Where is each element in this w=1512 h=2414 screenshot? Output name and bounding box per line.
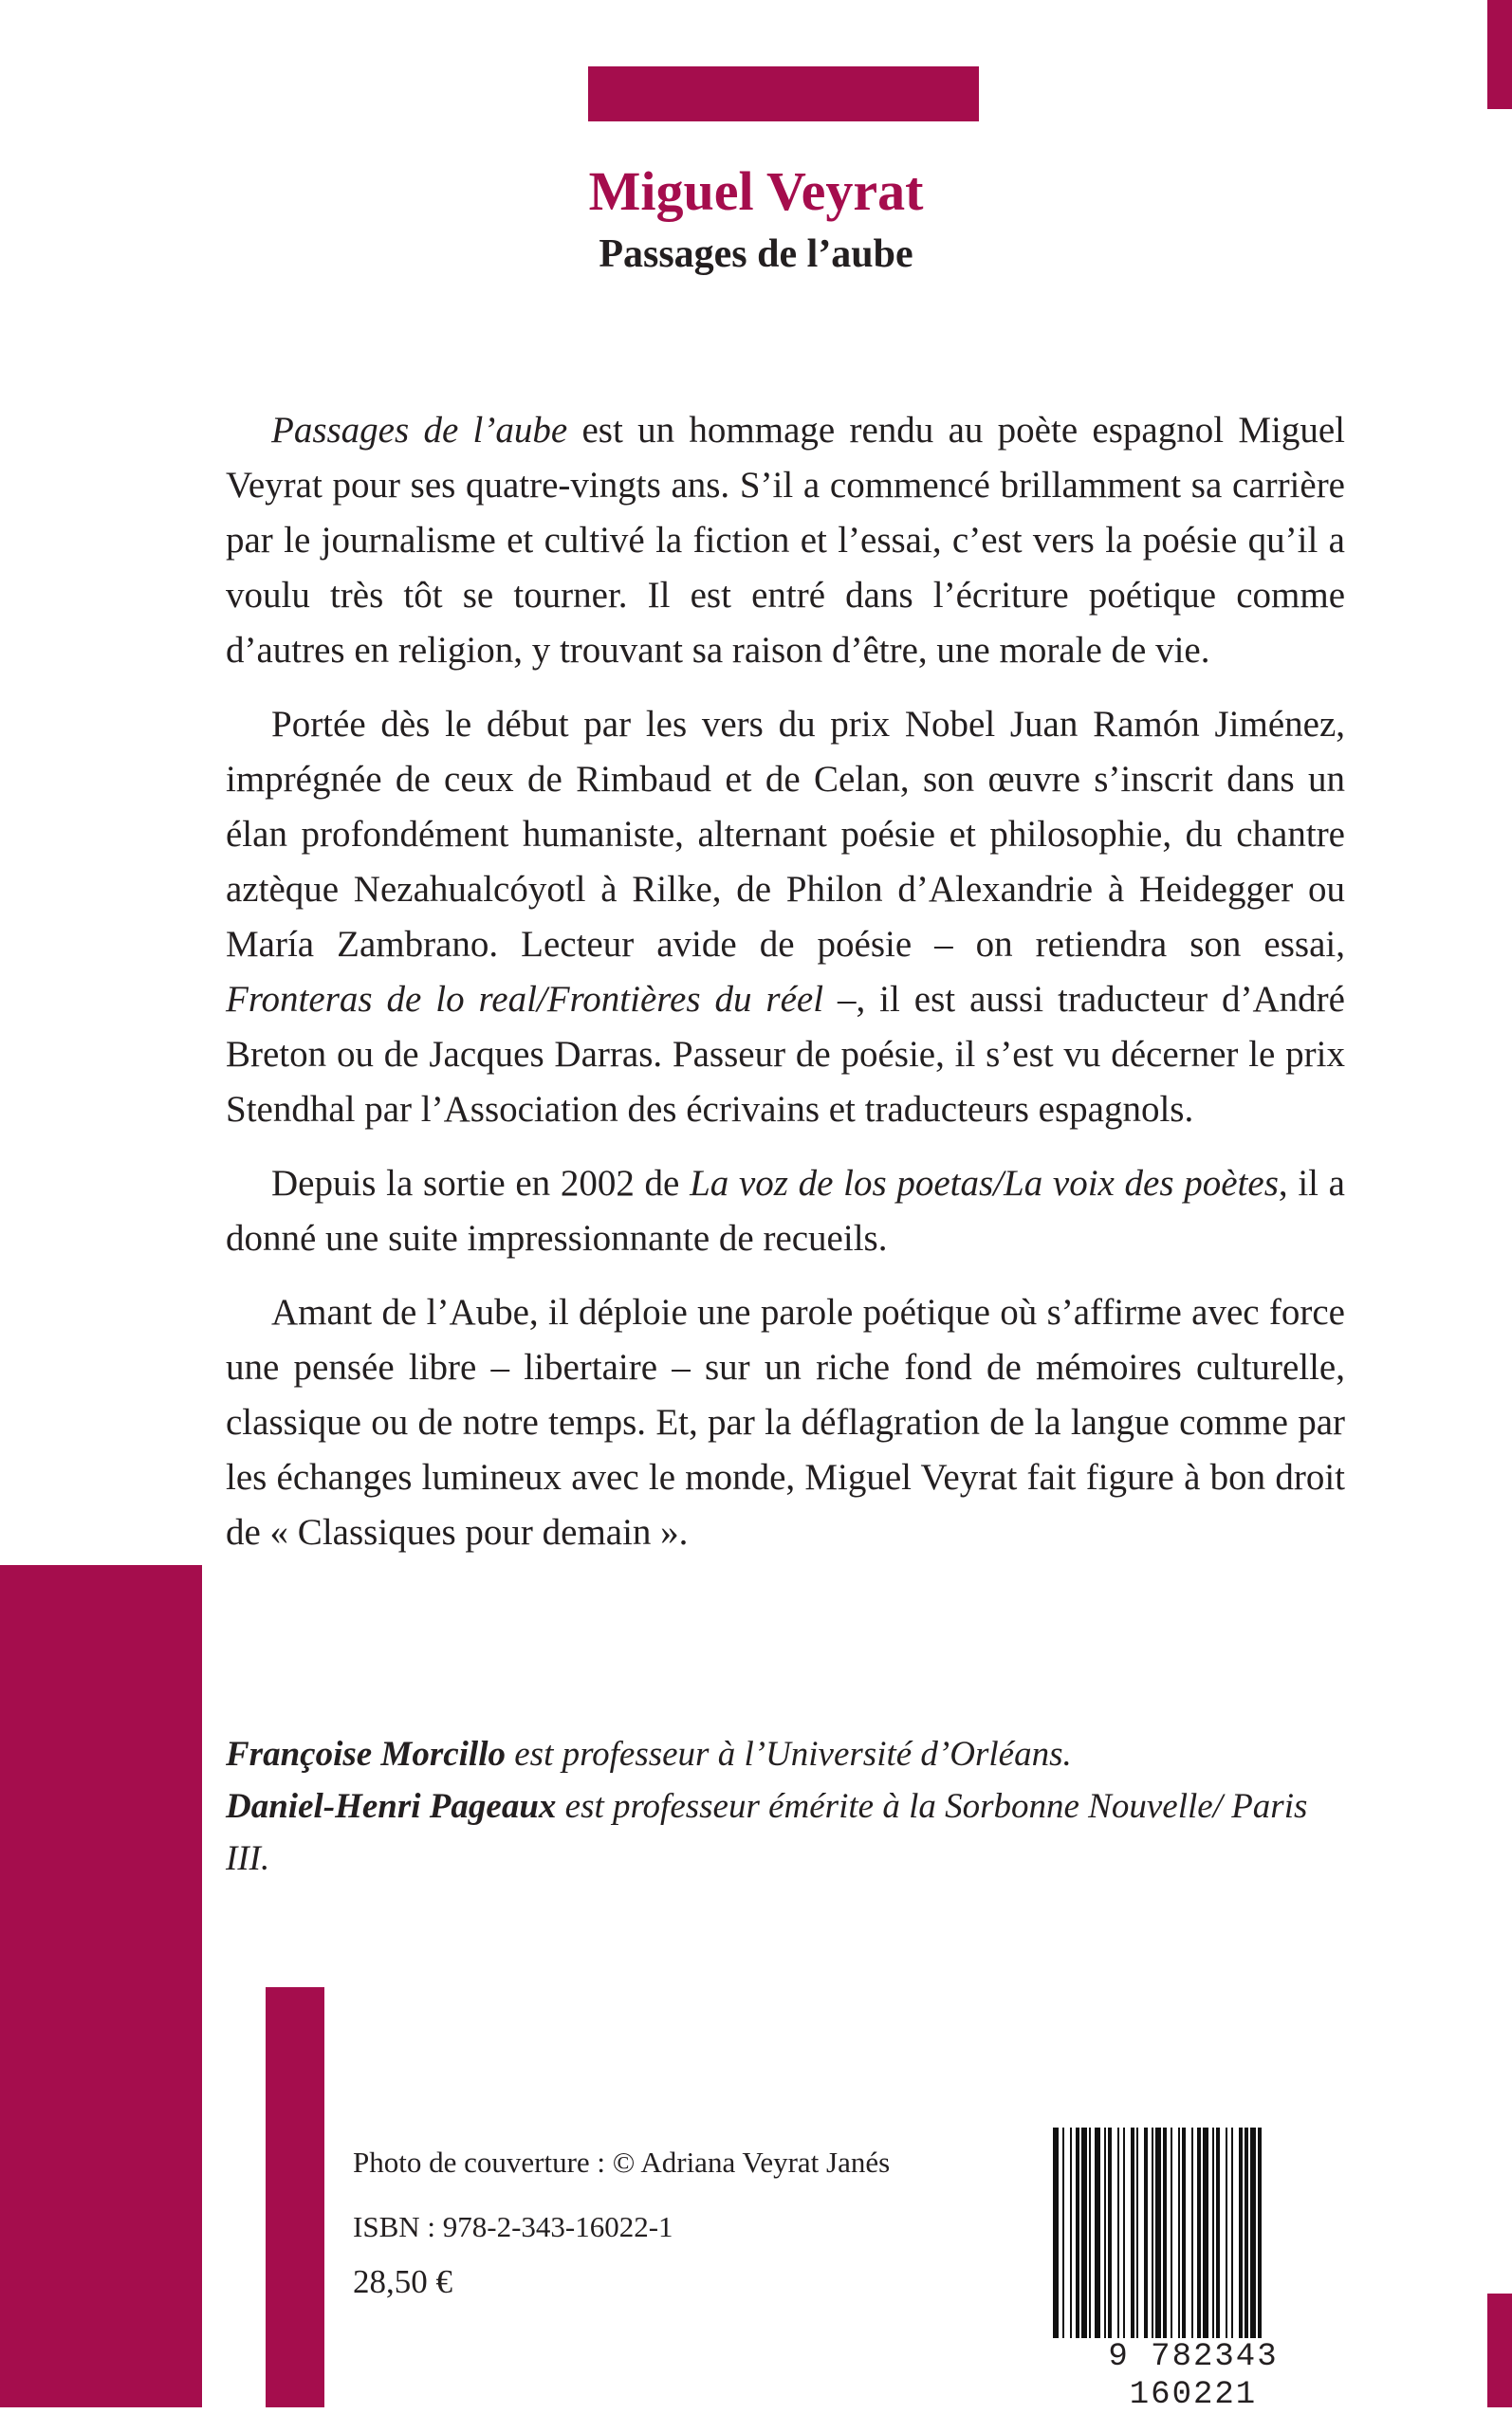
paragraph: Amant de l’Aube, il déploie une parole poétique où s’affirme avec force une pensée libre – libertaire – sur un riche fond de mémoires culturelle, classique ou de notre temps. Et, par la déflagration de la langue comme par les échanges lumineux avec le monde, Miguel Veyrat fait figure à bon droit de « Classiques pour demain ». [226,1292,1345,1553]
bio-name: Daniel-Henri Pageaux [226,1787,557,1826]
barcode-digits: 9 782343 160221 [1051,2338,1336,2414]
paragraph: Portée dès le début par les vers du prix Nobel Juan Ramón Jiménez, imprégnée de ceux de Rimbaud et de Celan, son œuvre s’inscrit dans un élan profondément humaniste, alternant poésie et philosophie, du chantre aztèque Nezahualcóyotl à Rilke, de Philon d’Alexandrie à Heidegger ou María Zambrano. Lecteur avide de poésie – on retiendra son essai, Fronteras de lo real/Frontières du réel –, il est aussi traducteur d’André Breton ou de Jacques Darras. Passeur de poésie, il s’est vu décerner le prix Stendhal par l’Association des écrivains et traducteurs espagnols. [226,704,1345,1130]
bio: Françoise Morcillo est professeur à l’Université d’Orléans. [226,1735,1072,1774]
price: 28,50 € [353,2263,452,2300]
author-bios [226,1728,1345,1885]
essay-title-inline: Fronteras de lo real/Frontières du réel [226,979,824,1020]
decorative-bar-right-bottom [1487,2294,1512,2407]
author-name: Miguel Veyrat [588,160,924,222]
bio-name: Françoise Morcillo [226,1735,506,1774]
isbn: ISBN : 978-2-343-16022-1 [353,2210,673,2243]
decorative-bar-left [0,1565,202,2407]
back-cover-text [226,403,1345,1579]
collection-title-inline: La voz de los poetas/La voix des poètes [690,1163,1279,1204]
book-title-inline: Passages de l’aube [271,410,568,451]
photo-credit: Photo de couverture : © Adriana Veyrat Janés [353,2146,891,2179]
book-title: Passages de l’aube [599,232,913,276]
bio: Daniel-Henri Pageaux est professeur émérite à la Sorbonne Nouvelle/ Paris III. [226,1787,1308,1878]
decorative-bar-right-top [1487,0,1512,109]
decorative-bar-top [588,66,979,121]
paragraph: Passages de l’aube est un hommage rendu au poète espagnol Miguel Veyrat pour ses quatre-vingts ans. S’il a commencé brillamment sa carrière par le journalisme et cultivé la fiction et l’essai, c’est vers la poésie qu’il a voulu très tôt se tourner. Il est entré dans l’écriture poétique comme d’autres en religion, y trouvant sa raison d’être, une morale de vie. [226,410,1346,671]
decorative-bar-left-inner [266,1987,324,2407]
barcode-icon [1051,2128,1336,2369]
paragraph: Depuis la sortie en 2002 de La voz de los poetas/La voix des poètes, il a donné une suite impressionnante de recueils. [226,1163,1345,1259]
